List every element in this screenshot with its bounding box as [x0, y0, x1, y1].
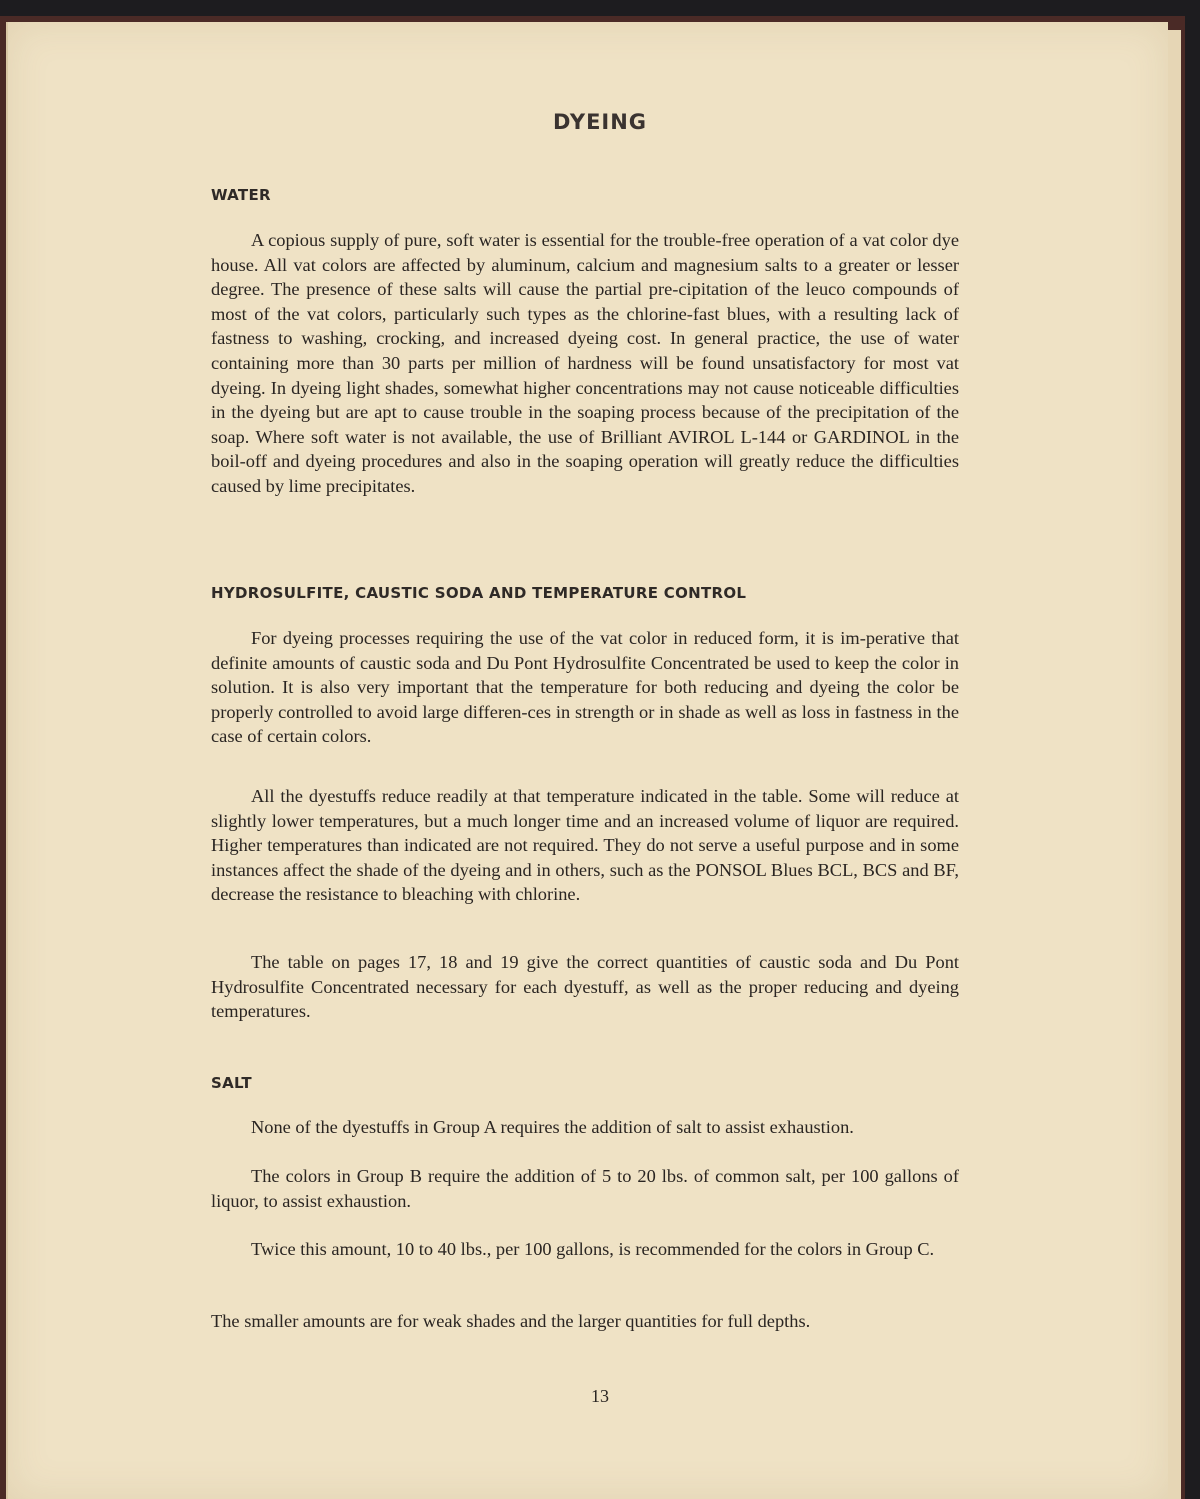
paragraph-water: A copious supply of pure, soft water is essential for the trouble-free operation of a vat color dye house. All vat colors are affected by aluminum, calcium and magnesium salts to a greater or lesser degree. The presence of these salts will cause the partial pre-cipitation of the leuco compounds of most of the vat colors, particularly such types as the chlorine-fast blues, with a resulting lack of fastness to washing, crocking, and increased dyeing cost. In general practice, the use of water containing more than 30 parts per million of hardness will be found unsatisfactory for most vat dyeing. In dyeing light shades, somewhat higher concentrations may not cause noticeable difficulties in the dyeing but are apt to cause trouble in the soaping process because of the precipitation of the soap. Where soft water is not available, the use of Brilliant AVIROL L-144 or GARDINOL in the boil-off and dyeing procedures and also in the soaping operation will greatly reduce the difficulties caused by lime precipitates. — [211, 230, 959, 496]
paragraph-temperatures: All the dyestuffs reduce readily at that temperature indicated in the table. Some will reduce at slightly lower temperatures, but a much longer time and an increased volume of liquor are required. Higher temperatures than indicated are not required. They do not serve a useful purpose and in some instances affect the shade of the dyeing and in others, such as the PONSOL Blues BCL, BCS and BF, decrease the resistance to bleaching with chlorine. — [211, 786, 959, 905]
paragraph-table-reference: The table on pages 17, 18 and 19 give the correct quantities of caustic soda and Du Pont Hydrosulfite Concentrated necessary for each dyestuff, as well as the proper reducing and dyeing temperatures. — [211, 952, 959, 1022]
paragraph-amounts: The smaller amounts are for weak shades and the larger quantities for full depths. — [211, 1311, 811, 1331]
paragraph-reduced-form: For dyeing processes requiring the use of the vat color in reduced form, it is im-perative that definite amounts of caustic soda and Du Pont Hydrosulfite Concentrated be used to keep the color in solution. It is also very important that the temperature for both reducing and dyeing the color be properly controlled to avoid large differen-ces in strength or in shade as well as loss in fastness in the case of certain colors. — [211, 628, 959, 747]
section-heading-water: WATER — [211, 186, 271, 204]
section-heading-salt: SALT — [211, 1074, 252, 1092]
page-title: DYEING — [552, 110, 648, 134]
paragraph-group-b: The colors in Group B require the addition of 5 to 20 lbs. of common salt, per 100 gallons of liquor, to assist exhaustion. — [211, 1166, 959, 1211]
paragraph-group-a: None of the dyestuffs in Group A requires the addition of salt to assist exhaustion. — [251, 1117, 854, 1137]
paragraph-group-c: Twice this amount, 10 to 40 lbs., per 100 gallons, is recommended for the colors in Group C. — [251, 1239, 935, 1259]
section-heading-hydrosulfite: HYDROSULFITE, CAUSTIC SODA AND TEMPERATURE CONTROL — [211, 584, 747, 602]
page-number: 13 — [591, 1386, 609, 1406]
